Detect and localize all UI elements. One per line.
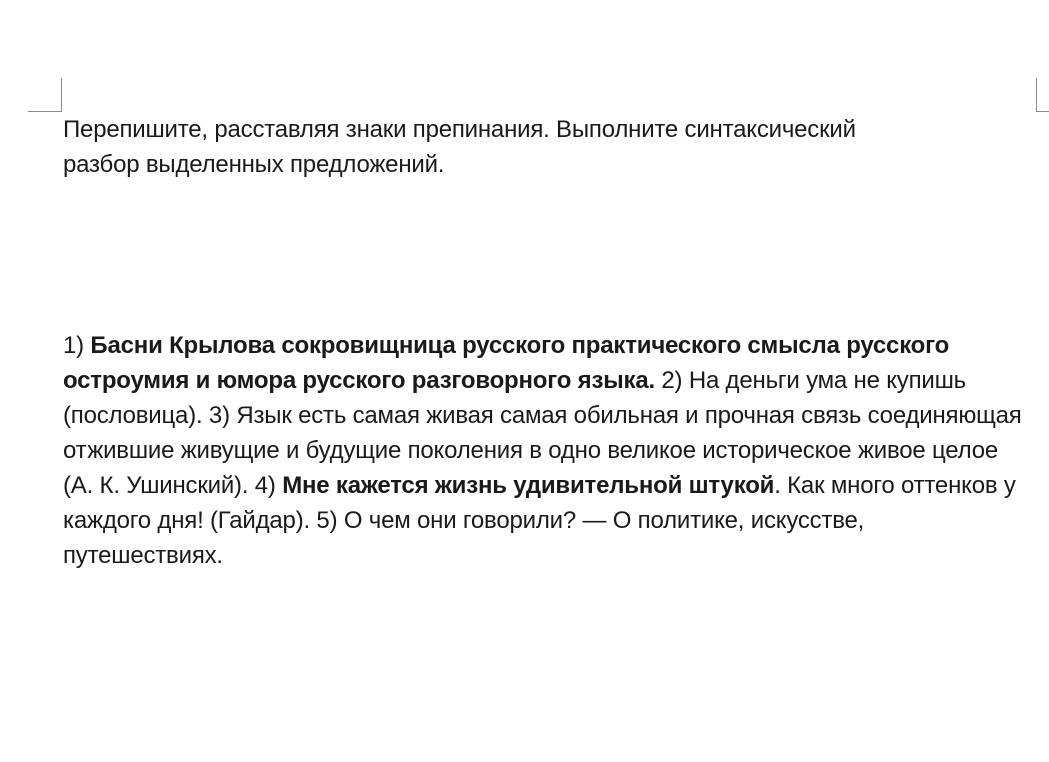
task-instruction (63, 112, 1023, 182)
page-corner-mark-top-left-horizontal (28, 111, 62, 112)
exercise-paragraph (63, 328, 1023, 573)
page-corner-mark-top-right (1036, 78, 1037, 112)
sentence-1-highlighted: Басни Крылова сокровищница русского практического смысла русского остроумия и юмора русского разговорного языка. (63, 332, 950, 394)
sentence-3: 3) Язык есть самая живая самая обильная и прочная связь соединяющая отжившие живущие и будущие поколения в одно великое историческое живое целое (А. К. Ушинский). (63, 402, 1022, 499)
sentence-4-number: 4) (248, 472, 283, 499)
sentence-1-number: 1) (63, 332, 91, 359)
page-corner-mark-top-right-horizontal (1036, 111, 1049, 112)
instruction-line-2: разбор выделенных предложений. (63, 151, 445, 178)
sentence-4-highlighted: Мне кажется жизнь удивительной штукой (282, 472, 775, 499)
sentence-5: 5) О чем они говорили? — О политике, искусстве, путешествиях. (63, 507, 865, 569)
sentence-4-rest: . Как много оттенков у каждого дня! (Гайдар). (63, 472, 1016, 534)
instruction-line-1: Перепишите, расставляя знаки препинания. Выполните синтаксический (63, 116, 856, 143)
page-corner-mark-top-left (61, 78, 62, 112)
sentence-2: 2) На деньги ума не купишь (пословица). (63, 367, 966, 429)
